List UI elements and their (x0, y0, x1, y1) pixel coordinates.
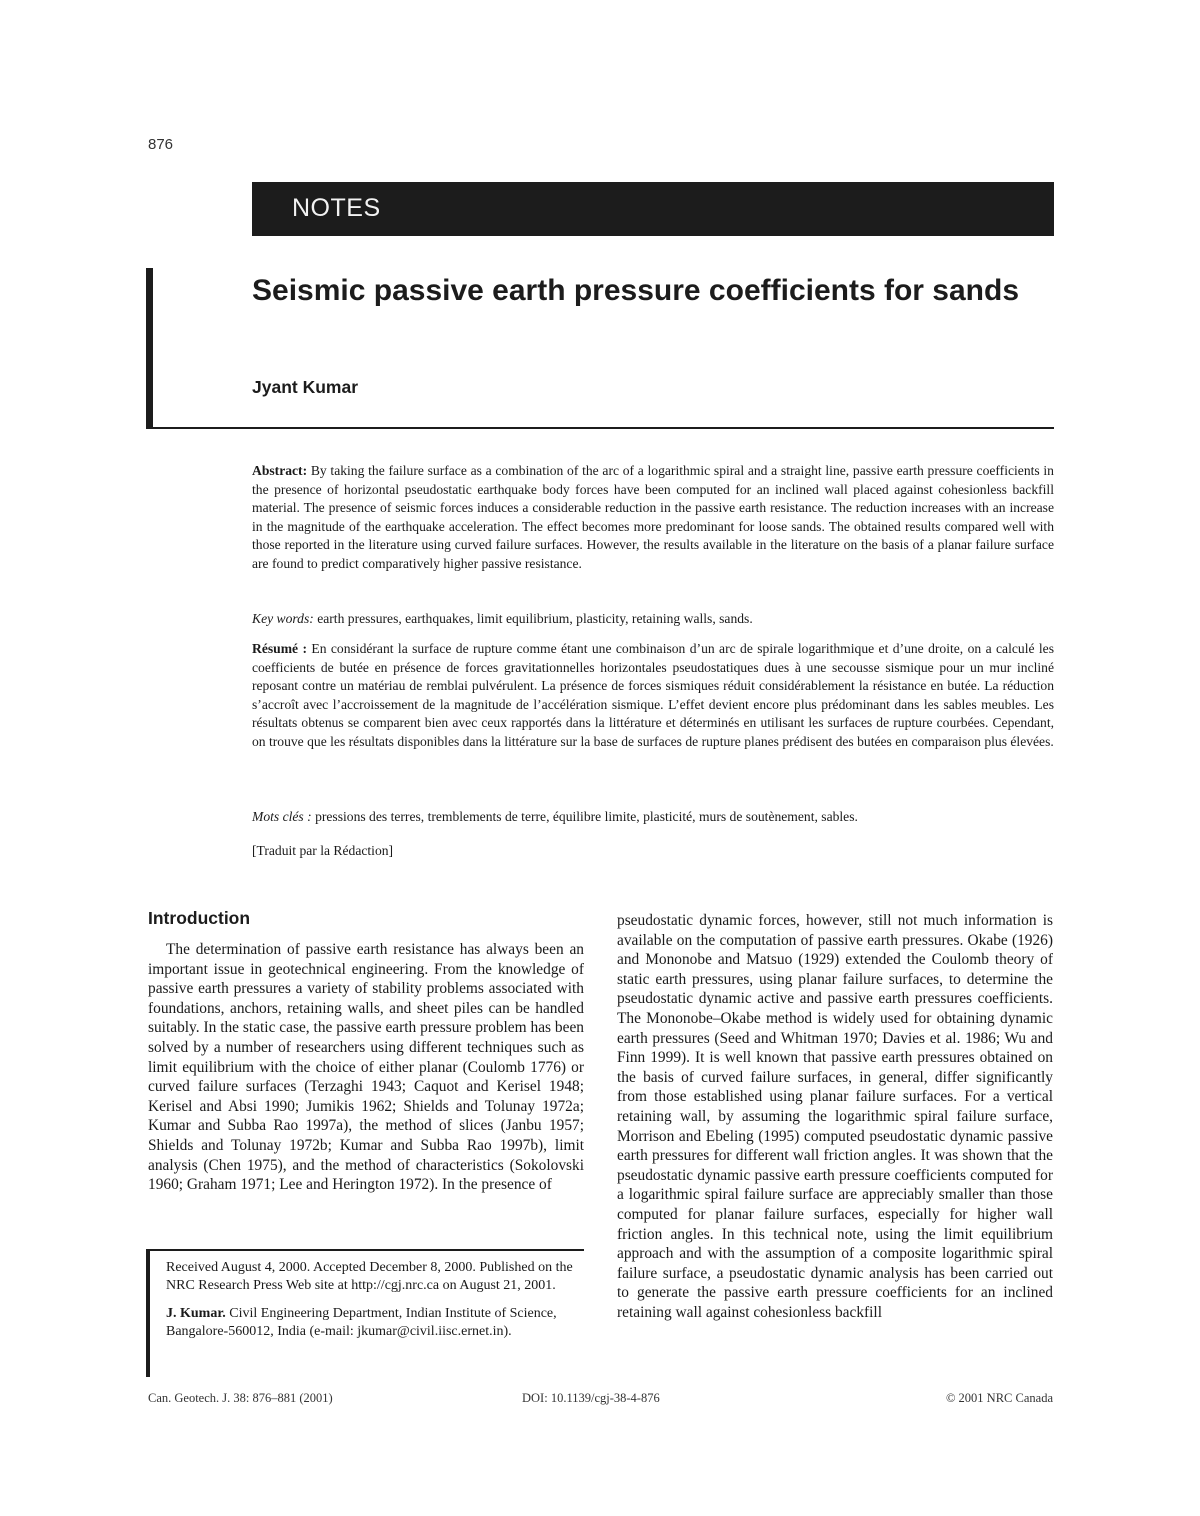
footer-copyright: © 2001 NRC Canada (945, 1391, 1053, 1405)
title-side-bar (146, 268, 153, 429)
abstract (252, 462, 1054, 574)
author-affiliation (166, 1305, 584, 1341)
page-number: 876 (148, 136, 174, 153)
keywords-label: Key words: (252, 611, 314, 626)
paper-title: Seismic passive earth pressure coefficients for sands (252, 274, 1020, 307)
abstract-text: By taking the failure surface as a combination of the arc of a logarithmic spiral and a straight line, passive earth pressure coefficients in the presence of horizontal pseudostatic earthquake body forces have been computed for an inclined wall placed against cohesionless backfill material. The presence of seismic forces induces a considerable reduction in the passive earth resistance. The reduction increases with an increase in the magnitude of the earthquake acceleration. The effect becomes more predominant for loose sands. The obtained results compared well with those reported in the literature using curved failure surfaces. However, the results available in the literature on the basis of a planar failure surface are found to predict comparatively higher passive resistance. (252, 463, 1054, 571)
body-column-left: The determination of passive earth resistance has always been an important issue in geotechnical engineering. From the knowledge of passive earth pressures a variety of stability problems associated with foundations, anchors, retaining walls, and sheet piles can be handled suitably. In the static case, the passive earth pressure problem has been solved by a number of researchers using different techniques such as limit equilibrium with the choice of either planar (Coulomb 1776) or curved failure surfaces (Terzaghi 1943; Caquot and Kerisel 1948; Kerisel and Absi 1990; Jumikis 1962; Shields and Tolunay 1972a; Kumar and Subba Rao 1997a), the method of slices (Janbu 1957; Shields and Tolunay 1972b; Kumar and Subba Rao 1997b), limit analysis (Chen 1975), and the method of characteristics (Sokolovski 1960; Graham 1971; Lee and Herington 1972). In the presence of (148, 941, 584, 1194)
footer-journal-citation: Can. Geotech. J. 38: 876–881 (2001) (148, 1391, 333, 1405)
resume-label: Résumé : (252, 641, 307, 656)
section-heading-introduction: Introduction (148, 908, 251, 928)
title-rule (146, 427, 1054, 429)
footnote-box (166, 1259, 584, 1351)
abstract-label: Abstract: (252, 463, 308, 478)
resume-text: En considérant la surface de rupture comme étant une combinaison d’un arc de spirale logarithmique et d’une droite, on a calculé les coefficients de butée en présence de forces gravitationnelles horizontales pseudostatiques dues à une secousse sismique pour un mur incliné reposant contre un matériau de remblai pulvérulent. La présence de forces sismiques réduit considérablement la résistance en butée. La réduction s’accroît avec l’accroissement de la magnitude de l’accélération sismique. L’effet devient encore plus prédominant dans les sables meubles. Les résultats obtenus se comparent bien avec ceux rapportés dans la littérature et déterminés en utilisant les surfaces de rupture courbées. Cependant, on trouve que les résultats disponibles dans la littérature sur la base de surfaces de rupture planes prédisent des butées en comparaison plus élevées. (252, 641, 1054, 749)
translation-note: [Traduit par la Rédaction] (252, 843, 394, 858)
footnote-side-bar (146, 1249, 150, 1377)
mots-cles-text: pressions des terres, tremblements de terre, équilibre limite, plasticité, murs de soutènement, sables. (315, 809, 858, 824)
keywords (252, 610, 1054, 629)
resume (252, 640, 1054, 752)
affiliation-author-name: J. Kumar. (166, 1306, 226, 1321)
footnote-rule (146, 1249, 584, 1251)
keywords-text: earth pressures, earthquakes, limit equilibrium, plasticity, retaining walls, sands. (317, 611, 753, 626)
mots-cles (252, 808, 1054, 827)
footer-doi: DOI: 10.1139/cgj-38-4-876 (522, 1391, 660, 1405)
section-banner-label: NOTES (292, 194, 381, 222)
body-column-right: pseudostatic dynamic forces, however, still not much information is available on the computation of passive earth pressures. Okabe (1926) and Mononobe and Matsuo (1929) extended the Coulomb theory of static earth pressures, using planar failure surfaces, to determine the pseudostatic dynamic active and passive earth pressures coefficients. The Mononobe–Okabe method is widely used for obtaining dynamic earth pressures (Seed and Whitman 1970; Davies et al. 1986; Wu and Finn 1999). It is well known that passive earth pressures obtained on the basis of curved failure surfaces, in general, differ significantly from those established using planar failure surfaces. For a vertical retaining wall, by assuming the logarithmic spiral failure surface, Morrison and Ebeling (1995) computed pseudostatic dynamic passive earth pressures for different wall friction angles. It was shown that the pseudostatic dynamic passive earth pressure coefficients computed for a logarithmic spiral failure surface are appreciably smaller than those computed for planar failure surfaces, especially for higher wall friction angles. In this technical note, using the limit equilibrium approach and with the assumption of a composite logarithmic spiral failure surface, a pseudostatic dynamic analysis has been carried out to generate the passive earth pressure coefficients for an inclined retaining wall against cohesionless backfill (617, 912, 1053, 1321)
mots-cles-label: Mots clés : (252, 809, 312, 824)
affiliation-text: Civil Engineering Department, Indian Institute of Science, Bangalore-560012, India (e-mail: jkumar@civil.iisc.ernet.in). (166, 1306, 557, 1339)
section-banner (252, 182, 1054, 236)
author-name: Jyant Kumar (252, 377, 359, 397)
received-note: Received August 4, 2000. Accepted December 8, 2000. Published on the NRC Research Press Web site at http://cgj.nrc.ca on August 21, 2001. (166, 1260, 573, 1293)
